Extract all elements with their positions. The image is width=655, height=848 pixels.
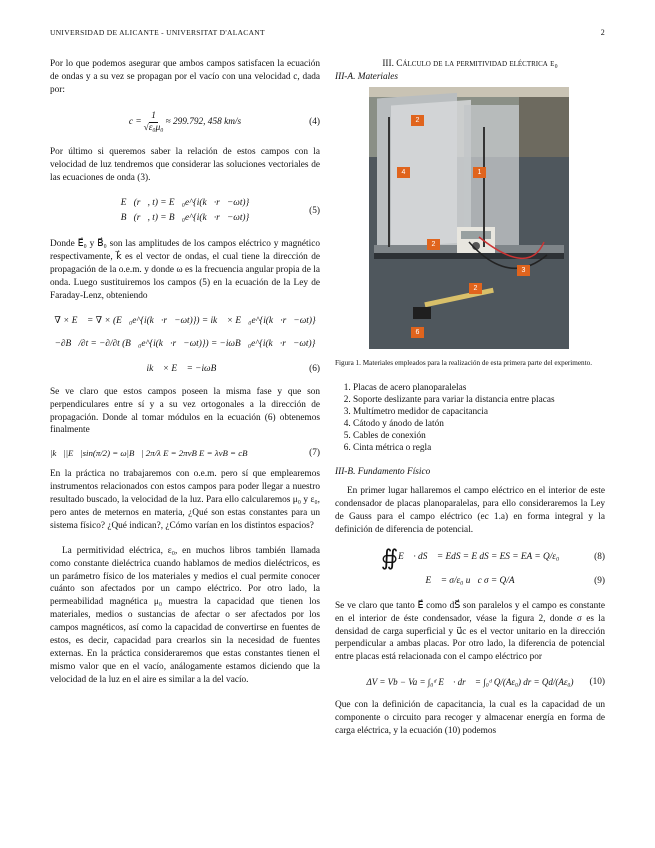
eq7-text: |k⃗||E⃗|sin(π/2) = ω|B⃗| 2π/λ E = 2πνB E = λνB = cB	[50, 448, 248, 459]
paragraph-permittivity: La permitividad eléctrica, ε₀, en muchos libros también llamada como constante dieléctrica cuando hablamos de medios dieléctricos, es un parámetro físico de los materiales y medios el cual permite conocer cuánto son afectados por un campo eléctrico. Por otro lado, la permeabilidad magnética μ₀ muestra la capacidad que tienen los materiales, medios o sustancias de afectar o ser afectados por los campos magnéticos, así como la capacidad de convertirse en fuentes de estos, es decir, capacidad para crearlos sin la necesidad de fuentes externas. En la práctica consideraremos que estas constantes tienen el mismo valor que en el vacío, análogamente estamos diciendo que la velocidad de la luz en el aire es similar a la del vacío.	[50, 545, 320, 685]
list-item: 6. Cinta métrica o regla	[353, 442, 605, 454]
paragraph-phase: Se ve claro que estos campos poseen la misma fase y que son perpendiculares entre sí y a su vez ortogonales a la dirección de propagación. Donde al tomar módulos en la ecuación (6) obtenemos finalmente	[50, 386, 320, 436]
eq5-line1: E⃗(r⃗, t) = E⃗₀e^{i(k⃗·r⃗−ωt)}	[120, 198, 250, 209]
eq5-number: (5)	[309, 206, 320, 217]
eq5-line2: B⃗(r⃗, t) = B⃗₀e^{i(k⃗·r⃗−ωt)}	[120, 213, 250, 224]
figure-1-caption: Figura 1. Materiales empleados para la realización de esta primera parte del experimento.	[335, 358, 593, 367]
equation-5	[50, 196, 320, 226]
photo-label-4: 2	[427, 239, 440, 250]
eq4-number: (4)	[309, 116, 320, 127]
photo-label-7: 6	[411, 327, 424, 338]
subsection-physics: III-B. Fundamento Físico	[335, 467, 431, 478]
subsection-materials: III-A. Materiales	[335, 71, 398, 82]
equation-8	[335, 544, 605, 570]
right-column	[335, 58, 605, 738]
equation-time-derivative	[50, 338, 320, 351]
running-header	[50, 28, 605, 37]
photo-label-3: 1	[473, 167, 486, 178]
equation-curl	[50, 315, 320, 328]
equation-10	[335, 676, 605, 689]
equation-7	[50, 447, 320, 460]
paragraph-light-speed-intro: Por lo que podemos asegurar que ambos campos satisfacen la ecuación de ondas y a su vez se propagan por el vacío con una velocidad c, dada por:	[50, 59, 320, 95]
eq4-denominator: √ε₀μ₀	[143, 122, 164, 133]
eq-curl-text: ∇ × E⃗ = ∇ × (E⃗₀e^{i(k⃗·r⃗−ωt)}) = ik⃗ × E⃗₀e^{i(k⃗·r⃗−ωt)}	[54, 315, 316, 326]
eq9-number: (9)	[594, 575, 605, 586]
photo-label-6: 2	[469, 283, 482, 294]
list-item: 1. Placas de acero planoparalelas	[353, 382, 605, 394]
eq9-text: E⃗ = σ/ε₀ u⃗c σ = Q/A	[425, 575, 515, 586]
materials-list	[335, 382, 605, 454]
eq10-text: ΔV = Vb − Va = ∫₀ᵈ E⃗ · dr⃗ = ∫₀ᵈ Q/(Aε₀) dr = Qd/(Aε₀)	[366, 677, 574, 688]
list-item: 5. Cables de conexión	[353, 430, 605, 442]
eq4-rhs: ≈ 299.792, 458 km/s	[165, 116, 242, 127]
paragraph-amplitudes: Donde E⃗₀ y B⃗₀ son las amplitudes de los campos eléctrico y magnético respectivamente, k⃗ es el vector de ondas, el cual tiene la dirección de propagación de la o.e.m. y donde ω es la frecuencia angular propia de la onda. Luego sustituiremos los campos (5) en la ecuación de la Ley de Faraday-Lenz, obteniendo	[50, 239, 320, 302]
photo-label-1: 2	[411, 115, 424, 126]
eq4-fraction	[144, 111, 164, 134]
page-number: 2	[600, 28, 605, 37]
paragraph-capacitance: Que con la definición de capacitancia, la cual es la capacidad de un componente o circuito para recoger y almacenar energía en forma de carga eléctrica, y la ecuación (10) podemos	[335, 700, 605, 736]
eq-dt-text: −∂B⃗/∂t = −∂/∂t (B⃗₀e^{i(k⃗·r⃗−ωt)}) = −iωB⃗₀e^{i(k⃗·r⃗−ωt)}	[54, 338, 316, 349]
header-university: UNIVERSIDAD DE ALICANTE - UNIVERSITAT D'ALACANT	[50, 28, 265, 37]
left-column	[50, 58, 320, 687]
eq6-text: ik⃗ × E⃗ = −iωB⃗	[146, 363, 224, 374]
eq8-text: E⃗ · dS⃗ = EdS = E dS = ES = EA = Q/ε₀	[398, 552, 560, 563]
eq10-number: (10)	[589, 677, 605, 688]
eq4-numerator: 1	[151, 110, 156, 121]
section-title: III. Cálculo de la permitividad eléctrica ε₀	[382, 59, 558, 69]
eq8-number: (8)	[594, 552, 605, 563]
list-item: 3. Multímetro medidor de capacitancia	[353, 406, 605, 418]
eq6-number: (6)	[309, 363, 320, 374]
equation-4	[50, 111, 320, 134]
paragraph-vector-solutions: Por último si queremos saber la relación de estos campos con la velocidad de luz tendremos que considerar las soluciones vectoriales de las ecuaciones de onda (3).	[50, 146, 320, 183]
list-item: 4. Cátodo y ánodo de latón	[353, 418, 605, 430]
paragraph-field-constant: Se ve claro que tanto E⃗ como dS⃗ son paralelos y el campo es constante en el interior de éste condensador, véase la figura 2, donde σ es la densidad de carga superficial y u⃗c es el vector unitario en la dirección perpendicular a ambas placas. Por otro lado, la diferencia de potencial entre placas está relacionada con el campo eléctrico por	[335, 600, 605, 663]
paragraph-practice: En la práctica no trabajaremos con o.e.m. pero sí que emplearemos instrumentos relacionados con estos campos para poder llegar a nuestro resultado buscado, la velocidad de la luz. Para ello calcularemos μ₀ y ε₀, pero antes de meternos en materia, ¿Qué son estas constantes para un sistema físico? ¿Qué indican?, ¿Cómo varían en los distintos espacios?	[50, 469, 320, 531]
eq4-lhs: c =	[128, 116, 142, 127]
paragraph-gauss: En primer lugar hallaremos el campo eléctrico en el interior de este condensador de placas planoparalelas, para ello consideraremos la Ley de Gauss para el campo eléctrico (ec 1.a) en forma integral y la definición de diferencia de potencial.	[335, 486, 605, 535]
list-item: 2. Soporte deslizante para variar la distancia entre placas	[353, 394, 605, 406]
photo-label-2: 4	[397, 167, 410, 178]
eq7-number: (7)	[309, 448, 320, 459]
lab-setup-illustration	[369, 87, 569, 349]
figure-1-photo	[369, 87, 569, 349]
equation-6	[50, 363, 320, 376]
surface-integral-icon: ∯	[380, 544, 399, 570]
photo-label-5: 3	[517, 265, 530, 276]
equation-9	[335, 575, 605, 588]
